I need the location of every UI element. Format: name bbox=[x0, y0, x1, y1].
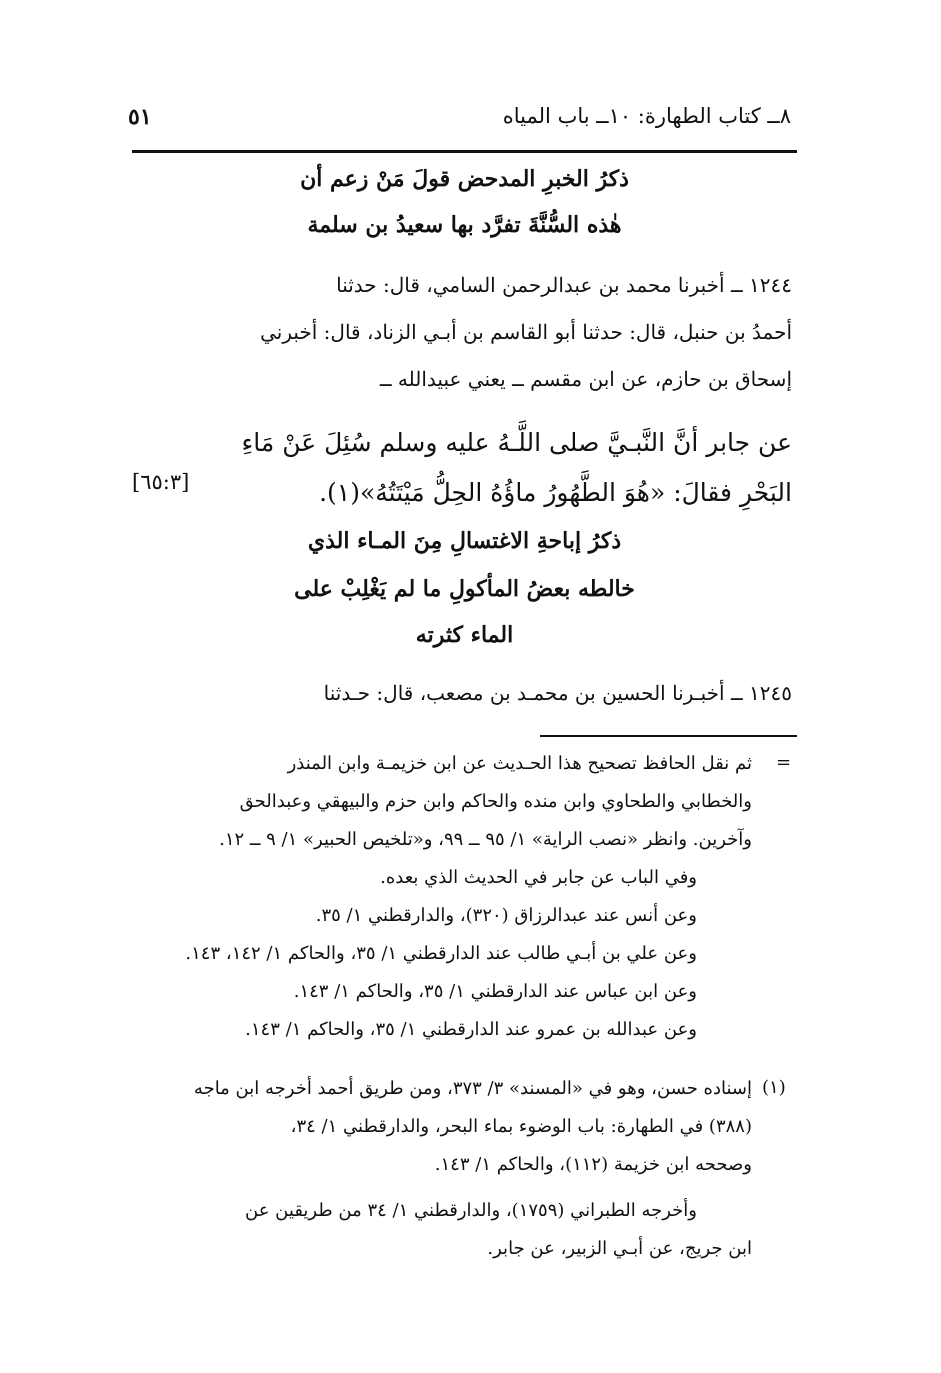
footnote-line: إسناده حسن، وهو في «المسند» ٣/ ٣٧٣، ومن طريق أحمد أخرجه ابن ماجه bbox=[193, 1078, 752, 1099]
text-line: ١٢٤٥ ــ أخبـرنا الحسين بن محمـد بن مصعب، قال: حـدثنا bbox=[323, 681, 792, 705]
text-line: عن جابر أنَّ النَّبـيَّ صلى اللَّـهُ عليه وسلم سُئِلَ عَنْ مَاءِ bbox=[241, 428, 792, 457]
footnote-line: وعن عبدالله بن عمرو عند الدارقطني ١/ ٣٥، والحاكم ١/ ١٤٣. bbox=[245, 1019, 697, 1040]
matn-text: البَحْرِ فقالَ: «هُوَ الطَّهُورُ ماؤُهُ الحِلُّ مَيْتَتُهُ»(١). bbox=[319, 478, 792, 507]
footnote-line: وآخرين. وانظر «نصب الراية» ١/ ٩٥ ــ ٩٩، و«تلخيص الحبير» ١/ ٩ ــ ١٢. bbox=[219, 829, 752, 850]
chapter-heading-line: خالطه بعضُ المأكولِ ما لم يَغْلِبْ على bbox=[294, 576, 635, 602]
footnote-line: وفي الباب عن جابر في الحديث الذي بعده. bbox=[380, 867, 697, 888]
footnote-line: (٣٨٨) في الطهارة: باب الوضوء بماء البحر، والدارقطني ١/ ٣٤، bbox=[290, 1116, 752, 1137]
hadith-1244-matn bbox=[132, 418, 792, 518]
text-line: إسحاق بن حازم، عن ابن مقسم ــ يعني عبيدالله ــ bbox=[379, 367, 792, 391]
hadith-1244-isnad bbox=[132, 262, 792, 403]
text-line: ١٢٤٤ ــ أخبرنا محمد بن عبدالرحمن السامي، قال: حدثنا bbox=[336, 273, 792, 297]
footnote-line: وصححه ابن خزيمة (١١٢)، والحاكم ١/ ١٤٣. bbox=[434, 1154, 752, 1175]
chapter-heading-line: ذكرُ إباحةِ الاغتسالِ مِنَ المـاء الذي bbox=[307, 528, 622, 554]
chapter-heading-line: الماء كثرته bbox=[415, 622, 514, 648]
footnote-line: وعن علي بن أبـي طالب عند الدارقطني ١/ ٣٥، والحاكم ١/ ١٤٢، ١٤٣. bbox=[185, 943, 697, 964]
source-reference: [٦٥:٣] bbox=[132, 470, 190, 494]
footnote-continuation-marker: = bbox=[776, 752, 792, 773]
footnote-line: وعن ابن عباس عند الدارقطني ١/ ٣٥، والحاكم ١/ ١٤٣. bbox=[293, 981, 697, 1002]
running-header-title: ٨ــ كتاب الطهارة: ١٠ــ باب المياه bbox=[502, 104, 791, 128]
header-rule bbox=[132, 150, 797, 153]
footnote-line: وعن أنس عند عبدالرزاق (٣٢٠)، والدارقطني ١/ ٣٥. bbox=[315, 905, 697, 926]
footnote-line: والخطابي والطحاوي وابن منده والحاكم وابن حزم والبيهقي وعبدالحق bbox=[239, 791, 752, 812]
hadith-1245-isnad bbox=[132, 670, 792, 717]
footnote-continued bbox=[132, 745, 752, 1049]
footnote-line: وأخرجه الطبراني (١٧٥٩)، والدارقطني ١/ ٣٤ من طريقين عن bbox=[245, 1200, 697, 1221]
chapter-heading-line: هٰذه السُّنَّةَ تفرَّد بها سعيدُ بن سلمة bbox=[307, 212, 622, 238]
chapter-heading-line: ذكرُ الخبرِ المدحض قولَ مَنْ زعم أن bbox=[300, 166, 629, 192]
footnote-1 bbox=[132, 1070, 752, 1268]
text-line: أحمدُ بن حنبل، قال: حدثنا أبو القاسم بن أبـي الزناد، قال: أخبرني bbox=[260, 320, 792, 344]
footnote-line: ابن جريج، عن أبـي الزبير، عن جابر. bbox=[487, 1238, 752, 1259]
text-line bbox=[132, 468, 792, 518]
footnote-rule bbox=[540, 735, 797, 737]
footnote-1-marker: (١) bbox=[762, 1077, 786, 1098]
page-number: ٥١ bbox=[128, 104, 152, 130]
footnote-line: ثم نقل الحافظ تصحيح هذا الحـديث عن ابن خزيمـة وابن المنذر bbox=[287, 753, 752, 774]
